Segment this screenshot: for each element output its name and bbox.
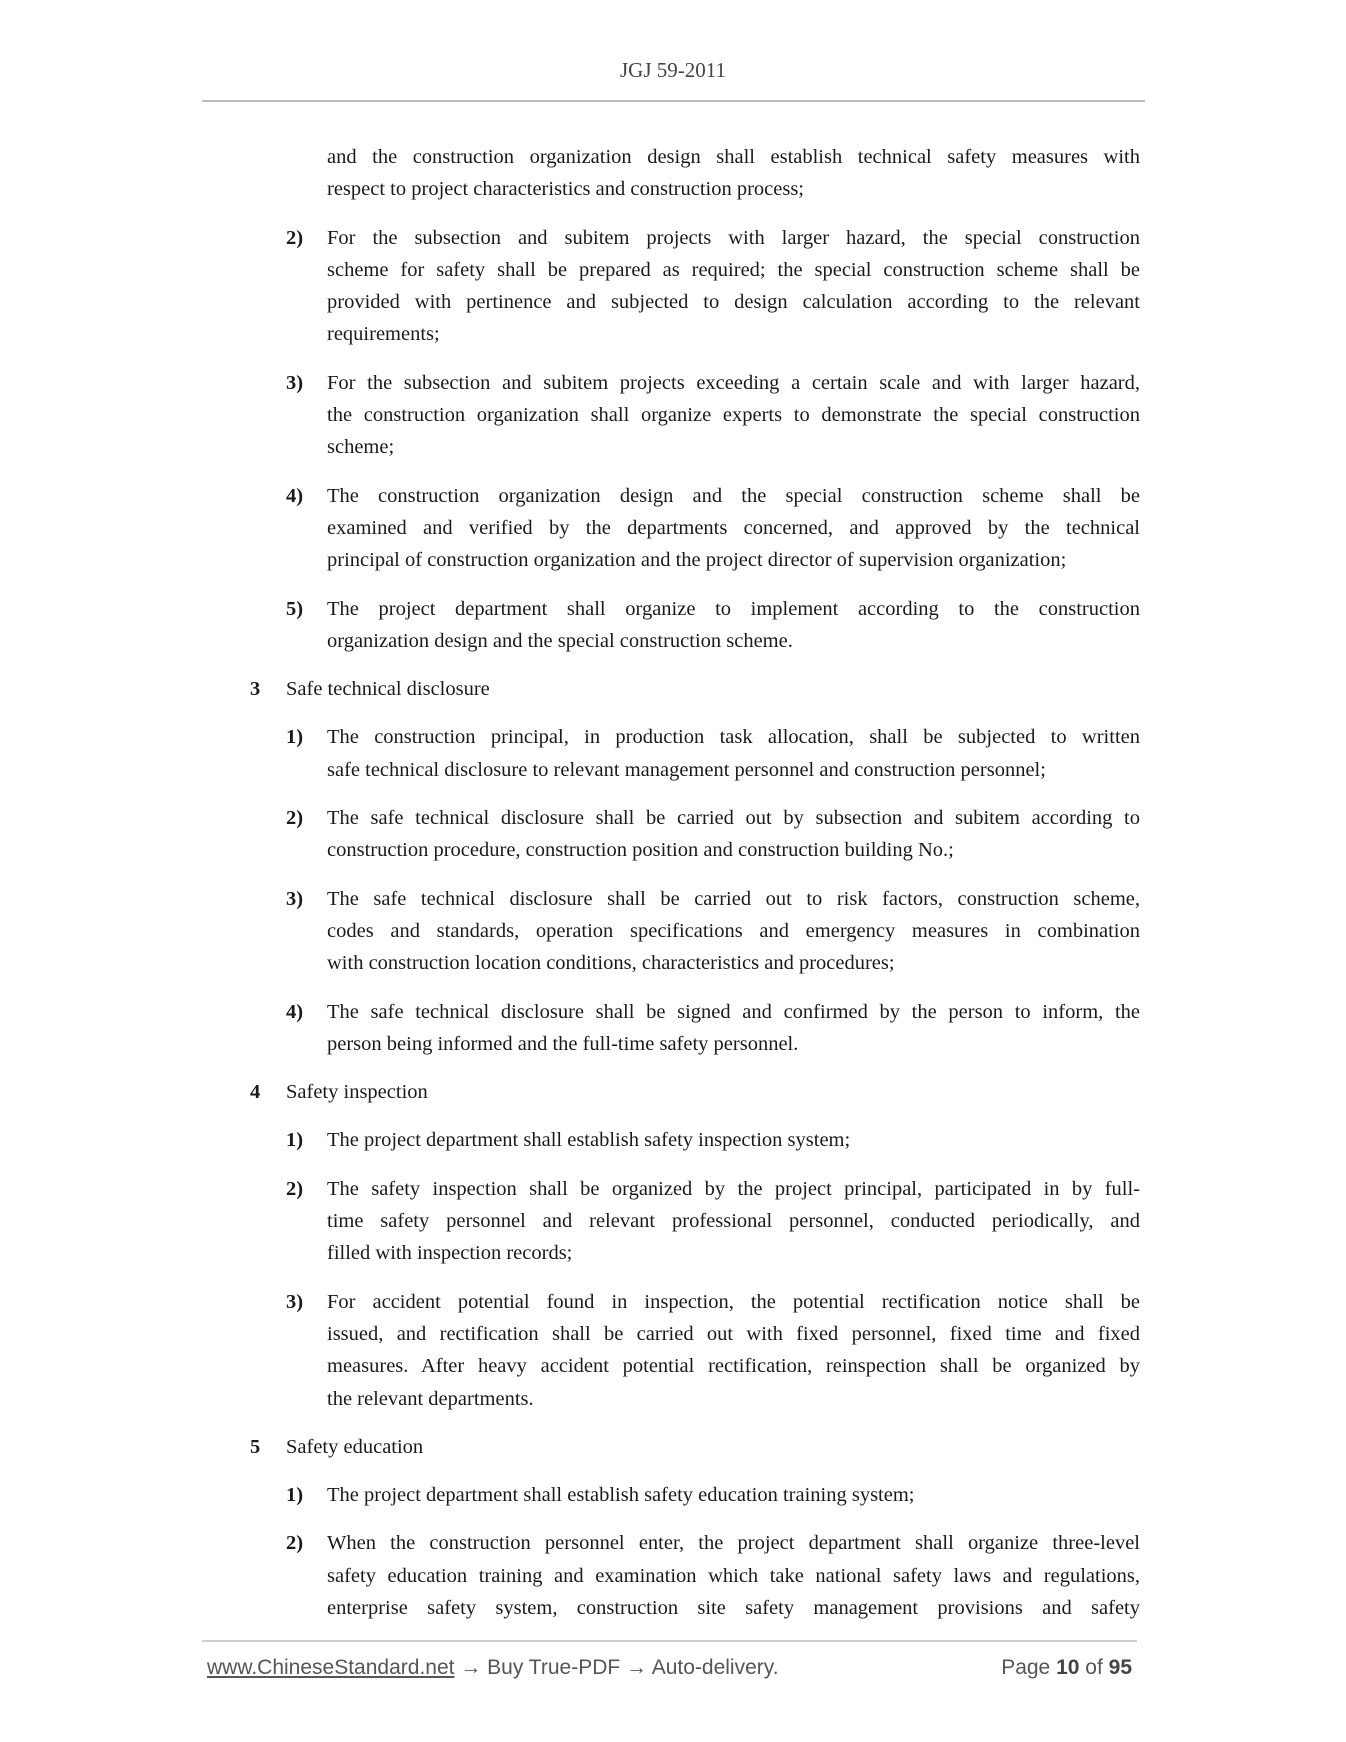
text-line: and the construction organization design shall establish technical safety measures with <box>327 146 1140 168</box>
document-code-header: JGJ 59-2011 <box>620 58 726 82</box>
text-line: with construction location conditions, characteristics and procedures; <box>327 952 895 975</box>
list-item <box>0 593 1346 658</box>
text-line: The project department shall organize to implement according to the construction <box>327 597 1140 620</box>
item-number: 5 <box>250 1435 261 1458</box>
list-item <box>0 1124 1346 1156</box>
text-line: The safety inspection shall be organized by the project principal, participated in by full- <box>327 1177 1140 1200</box>
item-number: 4) <box>286 484 304 507</box>
list-item <box>0 367 1346 464</box>
text-line: safe technical disclosure to relevant management personnel and construction personnel; <box>327 758 1046 781</box>
text-line: The project department shall establish safety education training system; <box>327 1484 915 1507</box>
text-line: The safe technical disclosure shall be carried out to risk factors, construction scheme, <box>327 887 1140 910</box>
text-line: Safety inspection <box>286 1081 428 1104</box>
text-line: scheme; <box>327 436 395 459</box>
list-item <box>0 1479 1346 1511</box>
text-line: Safe technical disclosure <box>286 678 490 701</box>
text-line: measures. After heavy accident potential rectification, reinspection shall be organized by <box>327 1355 1140 1378</box>
text-line: scheme for safety shall be prepared as required; the special construction scheme shall be <box>327 258 1140 281</box>
total-pages: 95 <box>1108 1656 1132 1679</box>
text-line: examined and verified by the departments concerned, and approved by the technical <box>327 516 1140 539</box>
text-line: requirements; <box>327 323 440 346</box>
text-line: Safety education <box>286 1435 424 1458</box>
text-line: For the subsection and subitem projects exceeding a certain scale and with larger hazard, <box>327 371 1140 394</box>
text-line: codes and standards, operation specifications and emergency measures in combination <box>327 919 1140 942</box>
item-number: 2) <box>286 226 304 249</box>
item-number: 2) <box>286 807 304 830</box>
text-line: For the subsection and subitem projects with larger hazard, the special construction <box>327 226 1140 249</box>
header-divider <box>202 100 1145 102</box>
item-number: 1) <box>286 726 304 749</box>
website-link[interactable]: www.ChineseStandard.net <box>207 1656 455 1679</box>
text-line: principal of construction organization and the project director of supervision organization; <box>327 549 1067 572</box>
list-item <box>0 480 1346 577</box>
item-number: 1) <box>286 1484 304 1507</box>
item-number: 2) <box>286 1532 304 1555</box>
list-item <box>0 1173 1346 1270</box>
list-item <box>0 996 1346 1061</box>
text-line: For accident potential found in inspection, the potential rectification notice shall be <box>327 1290 1140 1313</box>
list-item <box>0 1527 1346 1624</box>
text-line: the relevant departments. <box>327 1387 534 1410</box>
text-line: The safe technical disclosure shall be signed and confirmed by the person to inform, the <box>327 1000 1140 1023</box>
text-line: The safe technical disclosure shall be carried out by subsection and subitem according to <box>327 807 1140 830</box>
page-footer <box>207 1656 1132 1680</box>
text-line: safety education training and examination which take national safety laws and regulations, <box>327 1564 1140 1587</box>
of-label: of <box>1085 1656 1103 1679</box>
text-line: time safety personnel and relevant professional personnel, conducted periodically, and <box>327 1210 1140 1233</box>
text-line: issued, and rectification shall be carried out with fixed personnel, fixed time and fixed <box>327 1322 1140 1345</box>
page-label: Page <box>1001 1656 1051 1679</box>
item-number: 4 <box>250 1081 261 1104</box>
text-line: The project department shall establish safety inspection system; <box>327 1129 851 1152</box>
list-item <box>0 802 1346 867</box>
footer-promo <box>207 1656 779 1680</box>
list-item <box>0 1286 1346 1415</box>
section-heading <box>0 1076 1346 1108</box>
item-number: 1) <box>286 1129 304 1152</box>
text-line: When the construction personnel enter, the project department shall organize three-level <box>327 1532 1140 1555</box>
text-line: respect to project characteristics and construction process; <box>327 178 805 201</box>
item-number: 3) <box>286 371 304 394</box>
current-page: 10 <box>1056 1656 1080 1679</box>
text-line: filled with inspection records; <box>327 1242 573 1265</box>
item-number: 4) <box>286 1000 304 1023</box>
promo-text: → Buy True-PDF → Auto-delivery. <box>454 1656 779 1679</box>
text-line: organization design and the special construction scheme. <box>327 629 793 652</box>
list-item <box>0 721 1346 786</box>
text-line: the construction organization shall organize experts to demonstrate the special construction <box>327 404 1140 427</box>
item-number: 3) <box>286 887 304 910</box>
item-number: 2) <box>286 1177 304 1200</box>
list-item <box>0 222 1346 351</box>
section-heading <box>0 1431 1346 1463</box>
list-item <box>0 883 1346 980</box>
footer-divider <box>202 1640 1137 1642</box>
text-line: enterprise safety system, construction site safety management provisions and safety <box>327 1596 1140 1619</box>
item-number: 3) <box>286 1290 304 1313</box>
section-heading <box>0 673 1346 705</box>
item-number: 3 <box>250 678 261 701</box>
text-line: provided with pertinence and subjected to design calculation according to the relevant <box>327 291 1140 314</box>
item-number: 5) <box>286 597 304 620</box>
list-item <box>0 141 1346 206</box>
page-indicator <box>1001 1656 1132 1680</box>
text-line: person being informed and the full-time safety personnel. <box>327 1032 799 1055</box>
text-line: construction procedure, construction position and construction building No.; <box>327 839 954 862</box>
document-body <box>0 141 1346 1640</box>
text-line: The construction organization design and the special construction scheme shall be <box>327 484 1140 507</box>
text-line: The construction principal, in production task allocation, shall be subjected to written <box>327 726 1140 749</box>
